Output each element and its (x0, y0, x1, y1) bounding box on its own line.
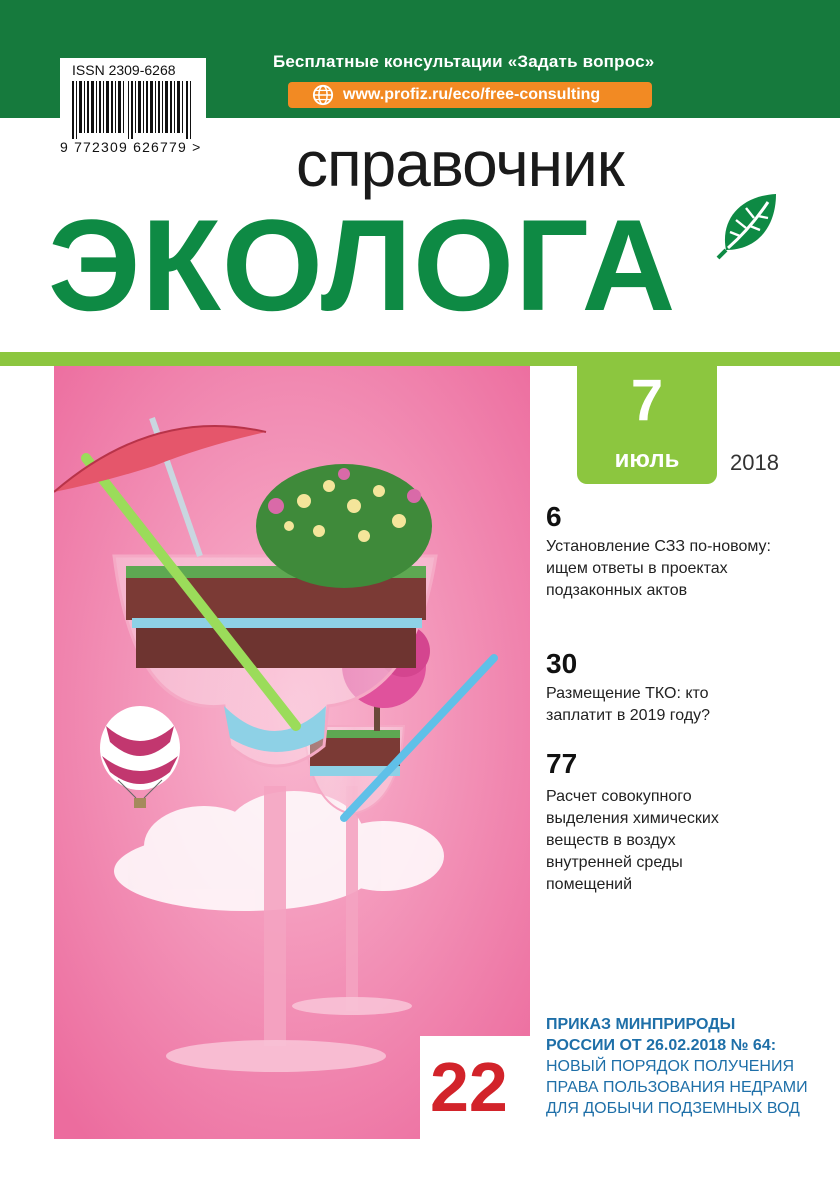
masthead-subtitle: справочник (296, 128, 624, 200)
issue-year: 2018 (730, 450, 779, 475)
article-page-number: 30 (546, 648, 578, 679)
consulting-url[interactable]: www.profiz.ru/eco/free-consulting (343, 86, 601, 103)
article-title[interactable]: Расчет совокупного выделения химических веществ в воздух внутренней среды помещений (546, 788, 719, 893)
globe-icon (312, 84, 334, 106)
issn-label: ISSN 2309-6268 (72, 62, 176, 78)
cover-illustration (54, 366, 530, 1139)
feature-body[interactable]: НОВЫЙ ПОРЯДОК ПОЛУЧЕНИЯ ПРАВА ПОЛЬЗОВАНИЯ НЕДРАМИ ДЛЯ ДОБЫЧИ ПОДЗЕМНЫХ ВОД (546, 1058, 808, 1117)
issue-month: июль (614, 446, 680, 473)
barcode-icon (72, 81, 196, 139)
leaf-icon (716, 190, 780, 260)
consultation-title: Бесплатные консультации «Задать вопрос» (273, 52, 655, 71)
article-page-number: 6 (546, 501, 562, 532)
article-title[interactable]: Размещение ТКО: кто заплатит в 2019 году? (546, 685, 711, 724)
green-divider (0, 352, 840, 366)
feature-heading[interactable]: ПРИКАЗ МИНПРИРОДЫ РОССИИ ОТ 26.02.2018 № 64: (546, 1016, 777, 1054)
article-page-number: 77 (546, 748, 578, 779)
article-title[interactable]: Установление СЗЗ по-новому: ищем ответы в проектах подзаконных актов (546, 538, 771, 599)
issue-number: 7 (630, 368, 664, 433)
feature-page-number: 22 (430, 1048, 508, 1126)
consulting-link[interactable] (288, 82, 652, 108)
masthead-title: ЭКОЛОГА (48, 192, 677, 338)
barcode-number: 9 772309 626779 > (60, 139, 202, 155)
